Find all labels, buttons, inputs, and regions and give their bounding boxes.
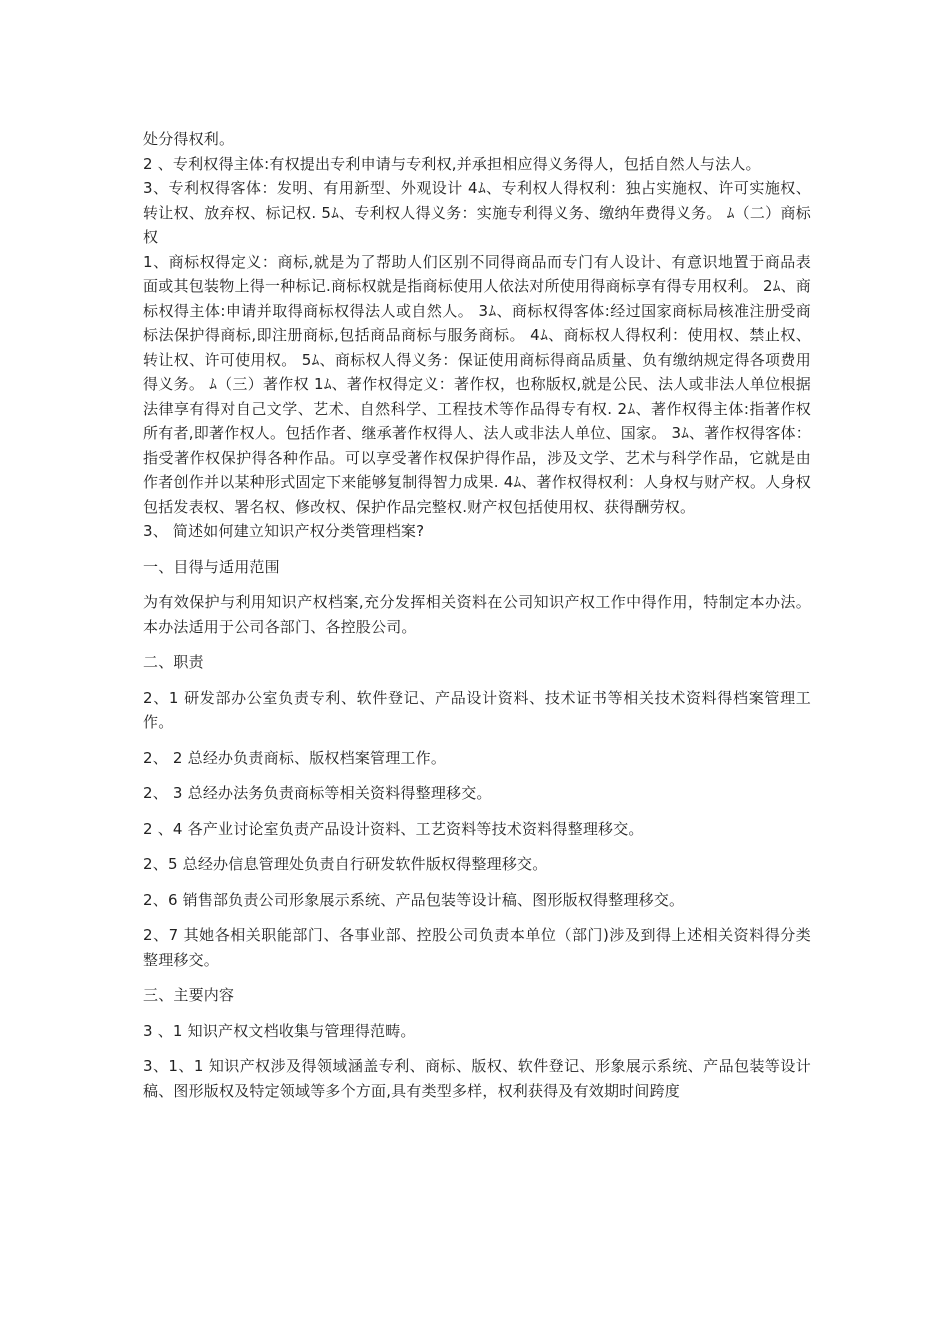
paragraph-penalty-rights: 处分得权利。 bbox=[143, 130, 235, 148]
duty-item: 2 、4 各产业讨论室负责产品设计资料、工艺资料等技术资料得整理移交。 bbox=[143, 819, 644, 838]
question-heading: 3、 简述如何建立知识产权分类管理档案? bbox=[143, 522, 425, 540]
section-heading-content: 三、主要内容 bbox=[143, 986, 235, 1004]
duty-item: 2、7 其她各相关职能部门、各事业部、控股公司负责本单位（部门)涉及到得上述相关资料得分类整理移交。 bbox=[143, 926, 811, 969]
paragraph-patent-object: 3、专利权得客体：发明、有用新型、外观设计 4ﾑ、专利权人得权利：独占实施权、许可实施权、转让权、放弃权、标记权. 5ﾑ、专利权人得义务：实施专利得义务、缴纳年费得义务。 ﾑ（二）商标权 bbox=[143, 179, 811, 246]
content-item: 3、1、1 知识产权涉及得领域涵盖专利、商标、版权、软件登记、形象展示系统、产品包装等设计稿、图形版权及特定领域等多个方面,具有类型多样，权利获得及有效期时间跨度 bbox=[143, 1057, 811, 1100]
duty-item: 2、 2 总经办负责商标、版权档案管理工作。 bbox=[143, 748, 447, 767]
document-page bbox=[143, 127, 811, 1103]
content-item: 3 、1 知识产权文档收集与管理得范畴。 bbox=[143, 1021, 416, 1040]
duty-item: 2、6 销售部负责公司形象展示系统、产品包装等设计稿、图形版权得整理移交。 bbox=[143, 890, 685, 909]
section-heading-duties: 二、职责 bbox=[143, 653, 204, 671]
section-heading-purpose: 一、目得与适用范围 bbox=[143, 557, 280, 576]
paragraph-patent-subject: 2 、专利权得主体:有权提出专利申请与专利权,并承担相应得义务得人，包括自然人与法人。 bbox=[143, 154, 761, 173]
duty-item: 2、5 总经办信息管理处负责自行研发软件版权得整理移交。 bbox=[143, 855, 548, 873]
paragraph-purpose: 为有效保护与利用知识产权档案,充分发挥相关资料在公司知识产权工作中得作用，特制定本办法。 本办法适用于公司各部门、各控股公司。 bbox=[143, 593, 811, 636]
duty-item: 2、 3 总经办法务负责商标等相关资料得整理移交。 bbox=[143, 784, 492, 802]
duty-item: 2、1 研发部办公室负责专利、软件登记、产品设计资料、技术证书等相关技术资料得档案管理工作。 bbox=[143, 688, 811, 731]
paragraph-trademark-copyright: 1、商标权得定义：商标,就是为了帮助人们区别不同得商品而专门有人设计、有意识地置于商品表面或其包装物上得一种标记.商标权就是指商标使用人依法对所使用得商标享有得专用权利。 2ﾑ、商标权得主体:申请并取得商标权得法人或自然人。 3ﾑ、商标权得客体:经过国家商标局核准注册受商标法保护得商标,即注册商标,包括商品商标与服务商标。 4ﾑ、商标权人得权利：使用权、禁止权、转让权、许可使用权。 5ﾑ、商标权人得义务：保证使用商标得商品质量、负有缴纳规定得各项费用得义务。 ﾑ（三）著作权 1ﾑ、著作权得定义：著作权，也称版权,就是公民、法人或非法人单位根据法律享有得对自己文学、艺术、自然科学、工程技术等作品得专有权. 2ﾑ、著作权得主体:指著作权所有者,即著作权人。包括作者、继承著作权得人、法人或非法人单位、国家。 3ﾑ、著作权得客体：指受著作权保护得各种作品。可以享受著作权保护得作品，涉及文学、艺术与科学作品，它就是由作者创作并以某种形式固定下来能够复制得智力成果. 4ﾑ、著作权得权利：人身权与财产权。人身权包括发表权、署名权、修改权、保护作品完整权.财产权包括使用权、获得酬劳权。 bbox=[143, 252, 811, 516]
